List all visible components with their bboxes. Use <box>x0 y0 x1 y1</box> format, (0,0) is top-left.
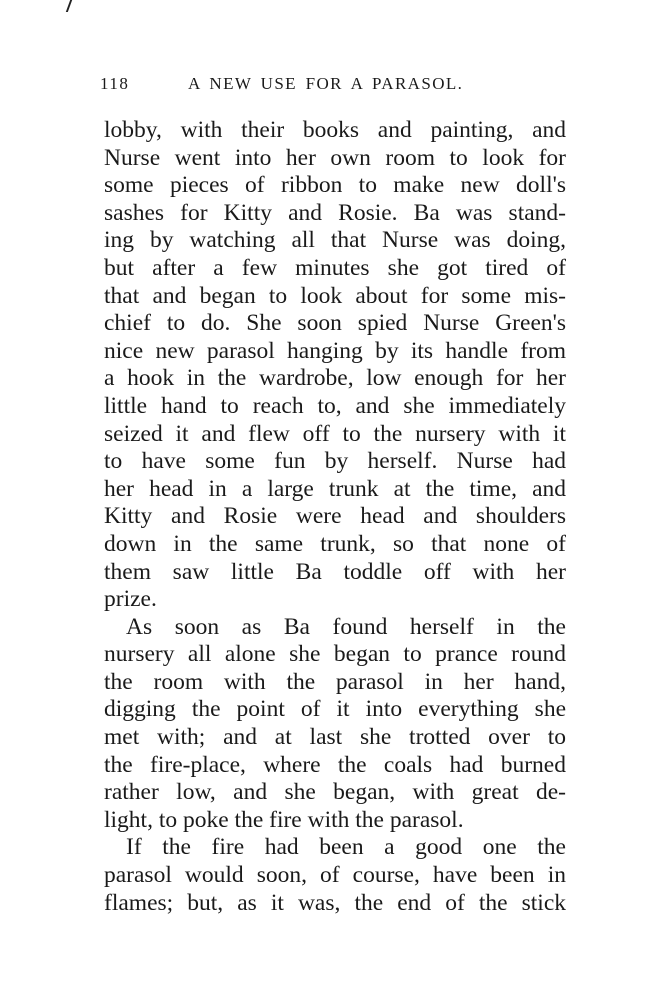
text-line: light, to poke the fire with the parasol. <box>104 806 464 833</box>
text-line: some pieces of ribbon to make new doll's <box>104 172 566 199</box>
text-line: the room with the parasol in her hand, <box>104 668 566 695</box>
text-line: that and began to look about for some mis- <box>104 282 566 309</box>
body-text <box>104 117 566 917</box>
text-line: to have some fun by herself. Nurse had <box>104 448 566 475</box>
scan-mark <box>66 0 72 12</box>
text-line: prize. <box>104 586 157 613</box>
text-line: digging the point of it into everything she <box>104 696 566 723</box>
text-line: As soon as Ba found herself in the <box>126 613 566 640</box>
paragraph <box>104 614 566 835</box>
text-line: ing by watching all that Nurse was doing, <box>104 227 566 254</box>
text-line: a hook in the wardrobe, low enough for her <box>104 365 566 392</box>
text-line: Nurse went into her own room to look for <box>104 144 566 171</box>
paragraph <box>104 117 566 614</box>
text-line: flames; but, as it was, the end of the stick <box>104 889 566 916</box>
running-head <box>100 74 570 102</box>
text-line: chief to do. She soon spied Nurse Green's <box>104 310 566 337</box>
text-line: them saw little Ba toddle off with her <box>104 558 566 585</box>
text-line: nursery all alone she began to prance round <box>104 641 566 668</box>
text-line: sashes for Kitty and Rosie. Ba was stand- <box>104 199 566 226</box>
text-line: met with; and at last she trotted over to <box>104 724 566 751</box>
page-number: 118 <box>100 74 130 93</box>
running-title: A NEW USE FOR A PARASOL. <box>188 74 464 93</box>
text-line: parasol would soon, of course, have been in <box>104 862 566 889</box>
text-line: lobby, with their books and painting, and <box>104 117 566 143</box>
text-line: down in the same trunk, so that none of <box>104 530 566 557</box>
text-line: the fire-place, where the coals had burned <box>104 751 566 778</box>
text-line: but after a few minutes she got tired of <box>104 254 566 281</box>
text-line: nice new parasol hanging by its handle from <box>104 337 566 364</box>
text-line: seized it and flew off to the nursery with it <box>104 420 566 447</box>
paragraph <box>104 834 566 917</box>
text-line: her head in a large trunk at the time, and <box>104 475 566 502</box>
text-line: rather low, and she began, with great de- <box>104 779 566 806</box>
text-line: Kitty and Rosie were head and shoulders <box>104 503 566 530</box>
text-line: little hand to reach to, and she immediately <box>104 392 566 419</box>
text-line: If the fire had been a good one the <box>126 834 566 861</box>
